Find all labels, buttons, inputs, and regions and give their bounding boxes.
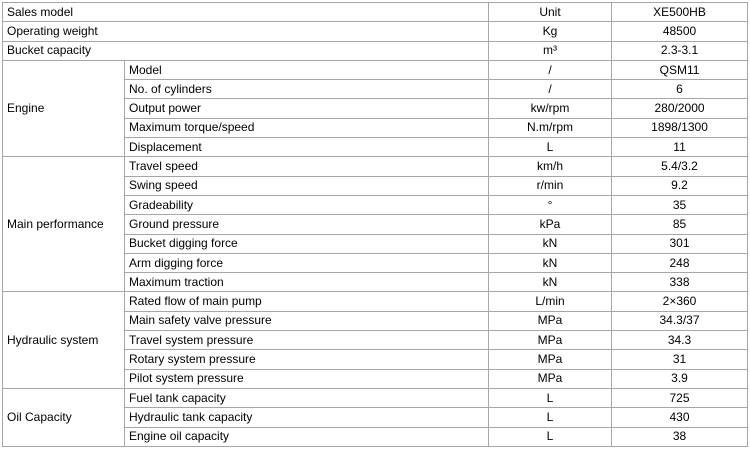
- row-label: Hydraulic tank capacity: [125, 408, 489, 427]
- table-row: [3, 292, 748, 311]
- row-unit: MPa: [489, 369, 612, 388]
- row-value: 3.9: [612, 369, 748, 388]
- row-value: QSM11: [612, 60, 748, 79]
- table-row: [3, 22, 748, 41]
- row-label: Fuel tank capacity: [125, 388, 489, 407]
- row-value: 6: [612, 80, 748, 99]
- row-label: Travel speed: [125, 157, 489, 176]
- row-unit: r/min: [489, 176, 612, 195]
- row-value: 301: [612, 234, 748, 253]
- row-label: Pilot system pressure: [125, 369, 489, 388]
- row-value: 48500: [612, 22, 748, 41]
- row-unit: /: [489, 80, 612, 99]
- row-label: Displacement: [125, 138, 489, 157]
- header-row: [3, 3, 748, 22]
- row-value: 85: [612, 215, 748, 234]
- group-label: Oil Capacity: [3, 388, 125, 446]
- row-label: Output power: [125, 99, 489, 118]
- row-value: 9.2: [612, 176, 748, 195]
- row-value: 1898/1300: [612, 118, 748, 137]
- row-unit: L/min: [489, 292, 612, 311]
- table-row: [3, 60, 748, 79]
- row-unit: km/h: [489, 157, 612, 176]
- table-row: [3, 388, 748, 407]
- row-value: 338: [612, 273, 748, 292]
- row-value: 31: [612, 350, 748, 369]
- row-value: 11: [612, 138, 748, 157]
- row-unit: Kg: [489, 22, 612, 41]
- row-unit: °: [489, 195, 612, 214]
- row-value: 2.3-3.1: [612, 41, 748, 60]
- row-unit: L: [489, 408, 612, 427]
- row-label: Travel system pressure: [125, 331, 489, 350]
- row-unit: kN: [489, 234, 612, 253]
- row-unit: m³: [489, 41, 612, 60]
- row-value: 34.3/37: [612, 311, 748, 330]
- row-unit: MPa: [489, 311, 612, 330]
- row-value: 248: [612, 253, 748, 272]
- row-label: Maximum traction: [125, 273, 489, 292]
- header-value: XE500HB: [612, 3, 748, 22]
- table-row: [3, 41, 748, 60]
- spec-table: [2, 2, 748, 447]
- row-value: 5.4/3.2: [612, 157, 748, 176]
- row-label: Arm digging force: [125, 253, 489, 272]
- row-label: Rotary system pressure: [125, 350, 489, 369]
- row-unit: MPa: [489, 350, 612, 369]
- row-label: Maximum torque/speed: [125, 118, 489, 137]
- row-label: Ground pressure: [125, 215, 489, 234]
- row-unit: kN: [489, 253, 612, 272]
- group-label: Engine: [3, 60, 125, 156]
- row-label: Operating weight: [3, 22, 489, 41]
- row-label: Main safety valve pressure: [125, 311, 489, 330]
- row-value: 38: [612, 427, 748, 446]
- row-value: 34.3: [612, 331, 748, 350]
- group-label: Main performance: [3, 157, 125, 292]
- row-value: 280/2000: [612, 99, 748, 118]
- header-unit: Unit: [489, 3, 612, 22]
- row-label: Bucket digging force: [125, 234, 489, 253]
- row-unit: kw/rpm: [489, 99, 612, 118]
- row-unit: L: [489, 388, 612, 407]
- row-value: 2×360: [612, 292, 748, 311]
- row-label: Rated flow of main pump: [125, 292, 489, 311]
- row-label: No. of cylinders: [125, 80, 489, 99]
- row-unit: L: [489, 427, 612, 446]
- row-label: Gradeability: [125, 195, 489, 214]
- row-label: Swing speed: [125, 176, 489, 195]
- row-unit: MPa: [489, 331, 612, 350]
- row-value: 725: [612, 388, 748, 407]
- row-unit: N.m/rpm: [489, 118, 612, 137]
- row-unit: kN: [489, 273, 612, 292]
- spec-table-body: [3, 3, 748, 447]
- table-row: [3, 157, 748, 176]
- row-value: 35: [612, 195, 748, 214]
- row-label: Engine oil capacity: [125, 427, 489, 446]
- group-label: Hydraulic system: [3, 292, 125, 388]
- row-value: 430: [612, 408, 748, 427]
- header-label: Sales model: [3, 3, 489, 22]
- row-label: Model: [125, 60, 489, 79]
- row-label: Bucket capacity: [3, 41, 489, 60]
- row-unit: L: [489, 138, 612, 157]
- row-unit: /: [489, 60, 612, 79]
- row-unit: kPa: [489, 215, 612, 234]
